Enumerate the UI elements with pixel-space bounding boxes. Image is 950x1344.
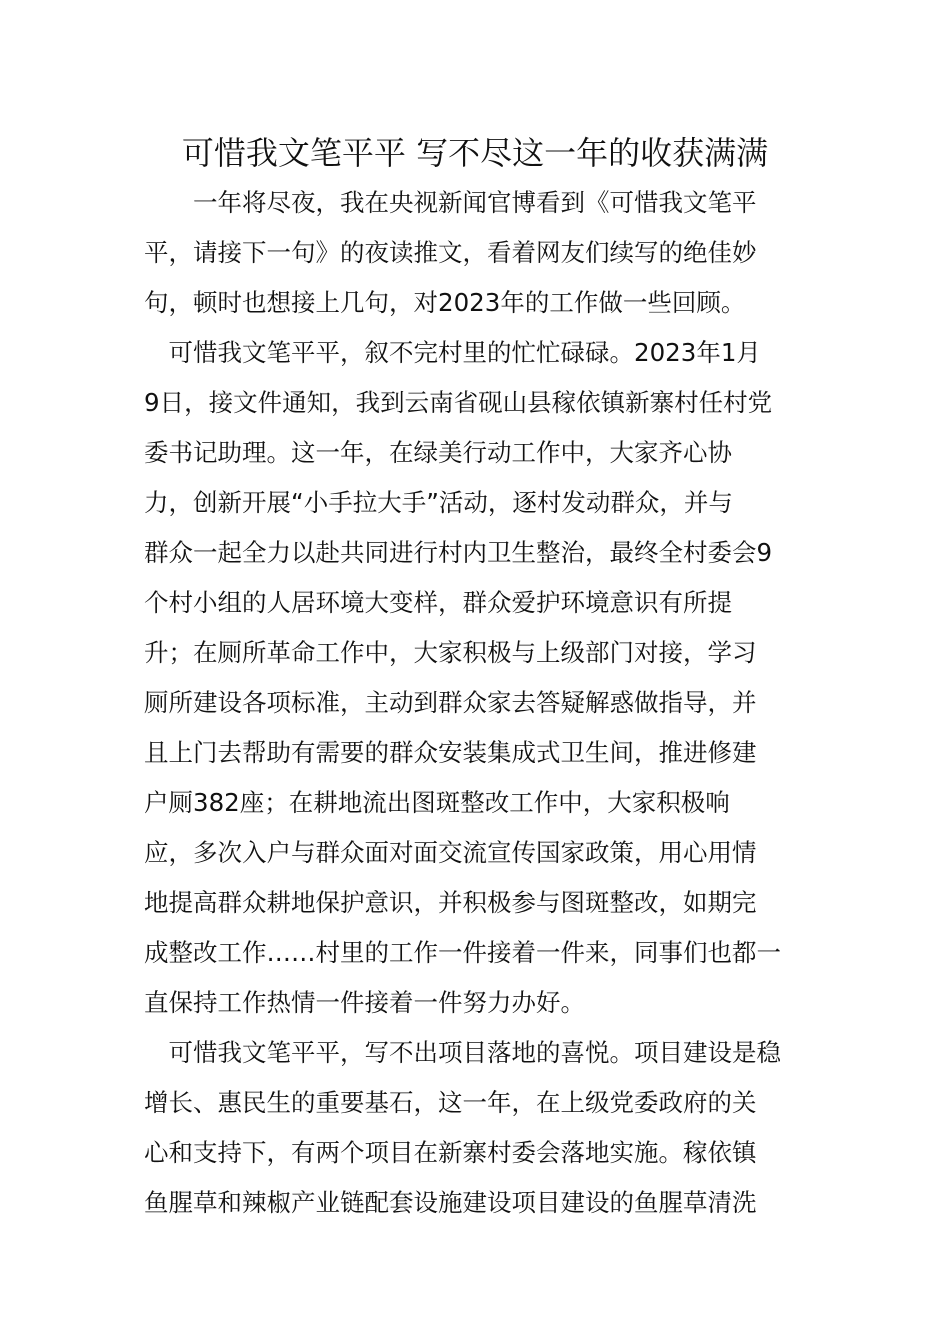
text-line: 力，创新开展“小手拉大手”活动，逐村发动群众，并与 — [144, 488, 733, 517]
text-line: 9日，接文件通知，我到云南省砚山县稼依镇新寨村任村党 — [144, 388, 773, 417]
text-line: 委书记助理。这一年，在绿美行动工作中，大家齐心协 — [144, 438, 732, 467]
text-line: 一年将尽夜，我在央视新闻官博看到《可惜我文笔平 — [144, 188, 757, 217]
text-line: 个村小组的人居环境大变样，群众爱护环境意识有所提 — [144, 588, 732, 617]
text-line: 户厕382座；在耕地流出图斑整改工作中，大家积极响 — [144, 788, 730, 817]
text-line: 可惜我文笔平平，写不出项目落地的喜悦。项目建设是稳 — [144, 1038, 781, 1067]
text-line: 可惜我文笔平平，叙不完村里的忙忙碌碌。2023年1月 — [144, 338, 761, 367]
text-line: 群众一起全力以赴共同进行村内卫生整治，最终全村委会9 — [144, 538, 773, 567]
text-line: 句，顿时也想接上几句，对2023年的工作做一些回顾。 — [144, 288, 746, 317]
text-line: 心和支持下，有两个项目在新寨村委会落地实施。稼依镇 — [144, 1138, 757, 1167]
text-line: 厕所建设各项标准，主动到群众家去答疑解惑做指导，并 — [144, 688, 757, 717]
text-line: 升；在厕所革命工作中，大家积极与上级部门对接，学习 — [144, 638, 757, 667]
text-line: 应，多次入户与群众面对面交流宣传国家政策，用心用情 — [144, 838, 757, 867]
text-line: 直保持工作热情一件接着一件努力办好。 — [144, 988, 585, 1017]
document-body — [144, 178, 808, 1228]
text-line: 地提高群众耕地保护意识，并积极参与图斑整改，如期完 — [144, 888, 757, 917]
text-line: 平，请接下一句》的夜读推文，看着网友们续写的绝佳妙 — [144, 238, 757, 267]
text-line: 且上门去帮助有需要的群众安装集成式卫生间，推进修建 — [144, 738, 757, 767]
text-line: 增长、惠民生的重要基石，这一年，在上级党委政府的关 — [144, 1088, 757, 1117]
document-title: 可惜我文笔平平 写不尽这一年的收获满满 — [181, 134, 769, 172]
text-line: 成整改工作……村里的工作一件接着一件来，同事们也都一 — [144, 938, 781, 967]
text-line: 鱼腥草和辣椒产业链配套设施建设项目建设的鱼腥草清洗 — [144, 1188, 757, 1217]
